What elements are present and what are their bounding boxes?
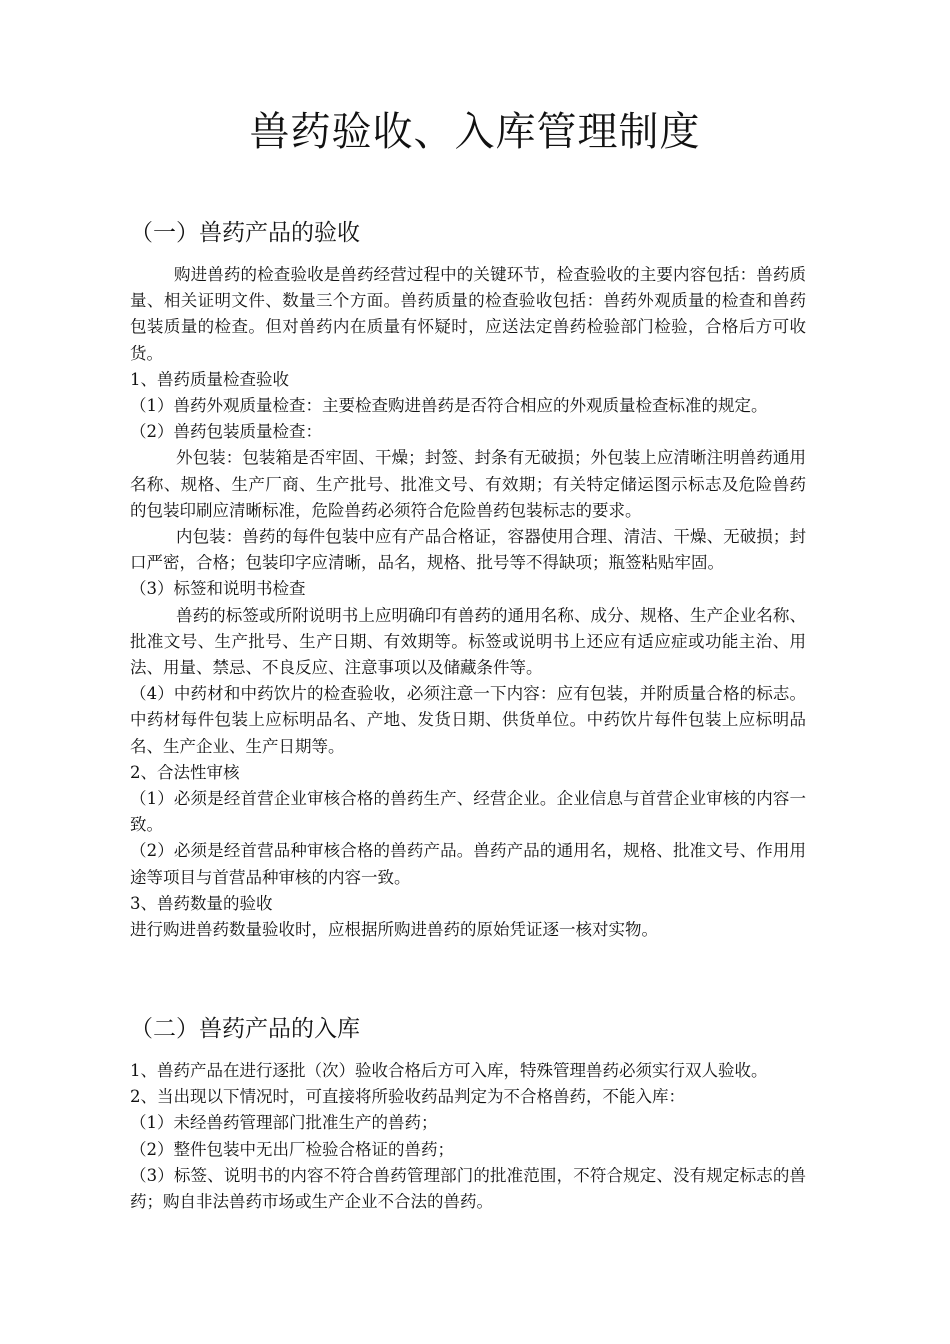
item-legality-title: 2、合法性审核 xyxy=(130,762,240,782)
section-body-acceptance xyxy=(130,262,806,943)
item-quality-title: 1、兽药质量检查验收 xyxy=(130,369,289,389)
storage-rule-2-3: （3）标签、说明书的内容不符合兽药管理部门的批准范围，不符合规定、没有规定标志的兽药；购自非法兽药市场或生产企业不合法的兽药。 xyxy=(130,1165,806,1212)
intro-paragraph: 购进兽药的检查验收是兽药经营过程中的关键环节，检查验收的主要内容包括：兽药质量、相关证明文件、数量三个方面。兽药质量的检查验收包括：兽药外观质量的检查和兽药包装质量的检查。但对兽药内在质量有怀疑时，应送法定兽药检验部门检验，合格后方可收货。 xyxy=(130,265,806,363)
item-quantity-body: 进行购进兽药数量验收时，应根据所购进兽药的原始凭证逐一核对实物。 xyxy=(130,920,658,940)
inner-package-paragraph: 内包装：兽药的每件包装中应有产品合格证，容器使用合理、清洁、干燥、无破损；封口严密，合格；包装印字应清晰，品名，规格、批号等不得缺项；瓶签粘贴牢固。 xyxy=(130,527,806,573)
section-heading-storage: （二）兽药产品的入库 xyxy=(130,1016,360,1042)
storage-rule-2-2: （2）整件包装中无出厂检验合格证的兽药； xyxy=(130,1139,454,1159)
section-body-storage xyxy=(130,1058,806,1215)
storage-rule-2: 2、当出现以下情况时，可直接将所验收药品判定为不合格兽药，不能入库： xyxy=(130,1087,685,1107)
item-legality-enterprise: （1）必须是经首营企业审核合格的兽药生产、经营企业。企业信息与首营企业审核的内容一致。 xyxy=(130,789,806,835)
item-label-check-title: （3）标签和说明书检查 xyxy=(130,579,306,599)
storage-rule-2-1: （1）未经兽药管理部门批准生产的兽药； xyxy=(130,1113,438,1133)
item-quantity-title: 3、兽药数量的验收 xyxy=(130,893,273,913)
item-herbal-check: （4）中药材和中药饮片的检查验收，必须注意一下内容：应有包装，并附质量合格的标志。中药材每件包装上应标明品名、产地、发货日期、供货单位。中药饮片每件包装上应标明品名、生产企业、生产日期等。 xyxy=(130,684,806,756)
item-package-check: （2）兽药包装质量检查： xyxy=(130,422,322,442)
item-appearance-check: （1）兽药外观质量检查：主要检查购进兽药是否符合相应的外观质量检查标准的规定。 xyxy=(130,396,768,416)
document-title: 兽药验收、入库管理制度 xyxy=(249,109,701,155)
storage-rule-1: 1、兽药产品在进行逐批（次）验收合格后方可入库，特殊管理兽药必须实行双人验收。 xyxy=(130,1061,768,1080)
outer-package-paragraph: 外包装：包装箱是否牢固、干燥；封签、封条有无破损；外包装上应清晰注明兽药通用名称、规格、生产厂商、生产批号、批准文号、有效期；有关特定储运图示标志及危险兽药的包装印刷应清晰标准，危险兽药必须符合危险兽药包装标志的要求。 xyxy=(130,448,806,520)
item-legality-product: （2）必须是经首营品种审核合格的兽药产品。兽药产品的通用名，规格、批准文号、作用用途等项目与首营品种审核的内容一致。 xyxy=(130,841,806,887)
section-heading-acceptance: （一）兽药产品的验收 xyxy=(130,220,360,246)
label-check-paragraph: 兽药的标签或所附说明书上应明确印有兽药的通用名称、成分、规格、生产企业名称、批准文号、生产批号、生产日期、有效期等。标签或说明书上还应有适应症或功能主治、用法、用量、禁忌、不良反应、注意事项以及储藏条件等。 xyxy=(130,605,806,678)
